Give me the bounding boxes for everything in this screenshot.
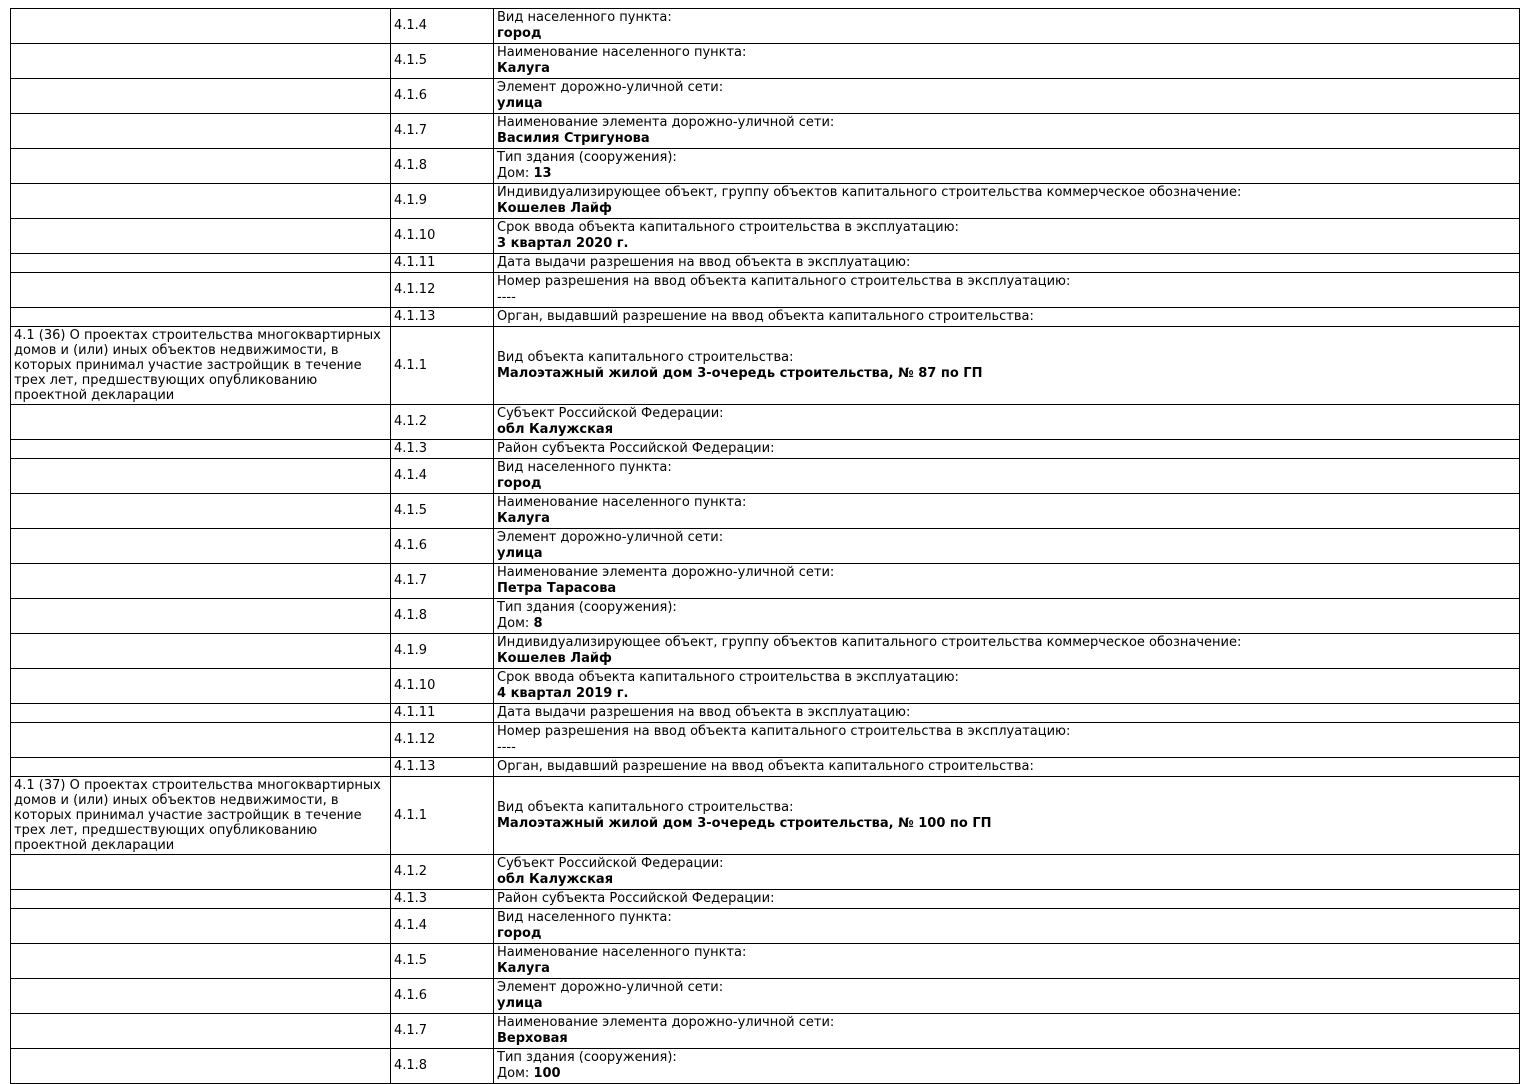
item-content-cell [494,149,1520,184]
field-value-bold: Василия Стригунова [497,131,650,146]
table-row [11,308,1520,327]
item-content-cell [494,564,1520,599]
field-value [497,740,1516,756]
item-number: 4.1.6 [394,88,428,103]
item-number-cell [391,1049,494,1084]
field-label: Индивидуализирующее объект, группу объектов капитального строительства коммерческое обозначение: [497,185,1242,200]
item-number: 4.1.2 [394,864,428,879]
field-label: Индивидуализирующее объект, группу объектов капитального строительства коммерческое обозначение: [497,635,1242,650]
item-number: 4.1.8 [394,158,428,173]
item-number: 4.1.12 [394,732,436,747]
field-value [497,201,1516,217]
item-number-cell [391,529,494,564]
table-row [11,405,1520,440]
field-label: Дата выдачи разрешения на ввод объекта в эксплуатацию: [497,255,911,270]
field-label: Наименование населенного пункта: [497,495,747,510]
table-row [11,79,1520,114]
item-number: 4.1.3 [394,441,428,456]
field-label: Тип здания (сооружения): [497,150,677,165]
field-label: Наименование элемента дорожно-уличной сети: [497,1015,835,1030]
item-number: 4.1.4 [394,918,428,933]
field-label: Вид объекта капитального строительства: [497,349,794,365]
section-cell [11,79,391,114]
item-number: 4.1.3 [394,891,428,906]
item-content-cell [494,79,1520,114]
item-content-cell [494,405,1520,440]
section-cell [11,459,391,494]
item-content-cell [494,529,1520,564]
field-value [497,686,1516,702]
item-content-cell [494,184,1520,219]
field-value-bold: город [497,476,542,491]
section-cell [11,944,391,979]
item-number: 4.1.1 [394,357,428,373]
field-value-bold: Малоэтажный жилой дом 3-очередь строительства, № 100 по ГП [497,815,992,831]
field-value-bold: 3 квартал 2020 г. [497,236,629,251]
field-label: Тип здания (сооружения): [497,600,677,615]
field-value [497,996,1516,1012]
field-label: Срок ввода объекта капитального строительства в эксплуатацию: [497,220,959,235]
item-number: 4.1.13 [394,309,436,324]
section-cell [11,758,391,777]
item-number-cell [391,254,494,273]
field-value-bold: 8 [533,616,543,631]
field-value [497,26,1516,42]
section-cell [11,184,391,219]
field-value-bold: Калуга [497,511,550,526]
section-cell [11,273,391,308]
item-content-cell [494,704,1520,723]
document-page [10,8,1520,1084]
item-content-cell [494,1014,1520,1049]
item-number-cell [391,777,494,855]
section-cell [11,219,391,254]
item-number-cell [391,149,494,184]
section-cell [11,634,391,669]
section-cell [11,723,391,758]
section-cell [11,979,391,1014]
field-value-plain: ---- [497,740,516,755]
table-row [11,855,1520,890]
field-value-bold: улица [497,546,543,561]
item-number-cell [391,855,494,890]
item-content-cell [494,777,1520,855]
item-content-cell [494,979,1520,1014]
field-value-bold: Калуга [497,61,550,76]
item-number-cell [391,944,494,979]
section-cell [11,564,391,599]
item-number-cell [391,79,494,114]
item-number: 4.1.5 [394,53,428,68]
item-content-cell [494,599,1520,634]
field-label: Субъект Российской Федерации: [497,406,724,421]
item-number-cell [391,909,494,944]
field-value-bold: 100 [533,1066,561,1081]
field-value [497,236,1516,252]
table-row [11,890,1520,909]
field-value-bold: Верховая [497,1031,568,1046]
table-row [11,254,1520,273]
section-cell [11,1014,391,1049]
field-value-plain: ---- [497,290,516,305]
table-row [11,114,1520,149]
field-label: Дата выдачи разрешения на ввод объекта в эксплуатацию: [497,705,911,720]
field-label: Орган, выдавший разрешение на ввод объекта капитального строительства: [497,759,1034,774]
table-row [11,723,1520,758]
item-content-cell [494,459,1520,494]
item-content-cell [494,44,1520,79]
item-number-cell [391,219,494,254]
item-content-cell [494,114,1520,149]
section-cell [11,44,391,79]
section-cell [11,909,391,944]
field-value [497,651,1516,667]
field-label: Наименование элемента дорожно-уличной сети: [497,565,835,580]
table-row [11,909,1520,944]
item-number-cell [391,564,494,599]
section-cell [11,704,391,723]
field-value [497,290,1516,306]
item-number-cell [391,599,494,634]
item-content-cell [494,855,1520,890]
table-row [11,440,1520,459]
item-number: 4.1.1 [394,807,428,823]
section-cell [11,114,391,149]
table-row [11,184,1520,219]
field-value-prefix: Дом: [497,1066,534,1081]
item-number: 4.1.5 [394,953,428,968]
field-label: Вид населенного пункта: [497,460,672,475]
section-text: 4.1 (37) О проектах строительства многоквартирных домов и (или) иных объектов недвижимости, в которых принимал участие застройщик в течение трех лет, предшествующих опубликованию проектной декларации [14,778,381,853]
item-number: 4.1.13 [394,759,436,774]
table-row [11,1014,1520,1049]
item-content-cell [494,909,1520,944]
field-value-bold: улица [497,96,543,111]
field-value [497,616,1516,632]
item-number: 4.1.10 [394,228,436,243]
item-number-cell [391,979,494,1014]
table-row [11,529,1520,564]
section-cell [11,855,391,890]
item-number: 4.1.7 [394,123,428,138]
item-number-cell [391,44,494,79]
field-value [497,511,1516,527]
field-value-bold: Малоэтажный жилой дом 3-очередь строительства, № 87 по ГП [497,365,983,381]
field-value [497,166,1516,182]
item-content-cell [494,9,1520,44]
item-content-cell [494,890,1520,909]
item-content-cell [494,1049,1520,1084]
table-row [11,459,1520,494]
item-number-cell [391,405,494,440]
item-number: 4.1.9 [394,643,428,658]
item-number-cell [391,308,494,327]
section-cell [11,308,391,327]
item-number: 4.1.11 [394,705,436,720]
field-label: Элемент дорожно-уличной сети: [497,980,724,995]
item-number: 4.1.6 [394,538,428,553]
item-number: 4.1.11 [394,255,436,270]
item-number: 4.1.8 [394,608,428,623]
section-cell [11,669,391,704]
item-content-cell [494,494,1520,529]
field-value [497,581,1516,597]
item-number: 4.1.4 [394,18,428,33]
item-number-cell [391,273,494,308]
field-label: Номер разрешения на ввод объекта капитального строительства в эксплуатацию: [497,274,1071,289]
table-row [11,944,1520,979]
table-row [11,634,1520,669]
item-number-cell [391,327,494,405]
field-value-bold: обл Калужская [497,422,614,437]
table-row [11,273,1520,308]
table-row [11,564,1520,599]
field-label: Вид населенного пункта: [497,910,672,925]
item-number-cell [391,669,494,704]
item-number-cell [391,184,494,219]
section-cell [11,777,391,855]
item-number: 4.1.7 [394,573,428,588]
item-content-cell [494,440,1520,459]
declaration-table-body [11,9,1520,1084]
section-text: 4.1 (36) О проектах строительства многоквартирных домов и (или) иных объектов недвижимости, в которых принимал участие застройщик в течение трех лет, предшествующих опубликованию проектной декларации [14,328,381,403]
section-cell [11,149,391,184]
field-label: Район субъекта Российской Федерации: [497,441,775,456]
field-value [497,816,1516,832]
item-number-cell [391,9,494,44]
field-value-bold: обл Калужская [497,872,614,887]
field-value [497,872,1516,888]
item-number: 4.1.10 [394,678,436,693]
table-row [11,979,1520,1014]
item-number: 4.1.8 [394,1058,428,1073]
field-label: Район субъекта Российской Федерации: [497,891,775,906]
field-label: Наименование населенного пункта: [497,45,747,60]
field-value [497,926,1516,942]
item-number: 4.1.7 [394,1023,428,1038]
field-value-prefix: Дом: [497,616,534,631]
item-number-cell [391,114,494,149]
table-row [11,599,1520,634]
table-row [11,758,1520,777]
field-label: Срок ввода объекта капитального строительства в эксплуатацию: [497,670,959,685]
field-label: Субъект Российской Федерации: [497,856,724,871]
item-content-cell [494,669,1520,704]
section-cell [11,440,391,459]
field-value [497,366,1516,382]
field-value-bold: Калуга [497,961,550,976]
item-content-cell [494,944,1520,979]
field-label: Элемент дорожно-уличной сети: [497,80,724,95]
item-content-cell [494,327,1520,405]
table-row [11,219,1520,254]
field-value [497,1031,1516,1047]
item-content-cell [494,634,1520,669]
field-label: Орган, выдавший разрешение на ввод объекта капитального строительства: [497,309,1034,324]
section-cell [11,529,391,564]
field-value-bold: улица [497,996,543,1011]
item-number-cell [391,459,494,494]
table-row [11,669,1520,704]
item-number-cell [391,890,494,909]
field-label: Вид населенного пункта: [497,10,672,25]
field-value-bold: 13 [533,166,552,181]
field-value-bold: Петра Тарасова [497,581,617,596]
field-value [497,476,1516,492]
field-value-bold: Кошелев Лайф [497,651,612,666]
field-label: Наименование населенного пункта: [497,945,747,960]
item-number: 4.1.9 [394,193,428,208]
section-cell [11,599,391,634]
section-cell [11,327,391,405]
item-content-cell [494,308,1520,327]
declaration-table [10,8,1520,1084]
item-number-cell [391,1014,494,1049]
field-value-bold: город [497,926,542,941]
item-number: 4.1.6 [394,988,428,1003]
field-label: Тип здания (сооружения): [497,1050,677,1065]
field-value [497,131,1516,147]
item-number-cell [391,634,494,669]
item-content-cell [494,758,1520,777]
item-number-cell [391,440,494,459]
item-number-cell [391,494,494,529]
item-number: 4.1.5 [394,503,428,518]
section-cell [11,890,391,909]
field-value-bold: Кошелев Лайф [497,201,612,216]
item-number-cell [391,723,494,758]
table-row [11,704,1520,723]
field-value [497,546,1516,562]
field-value [497,422,1516,438]
table-row [11,494,1520,529]
section-cell [11,494,391,529]
field-value-prefix: Дом: [497,166,534,181]
section-cell [11,9,391,44]
item-number: 4.1.4 [394,468,428,483]
item-number: 4.1.2 [394,414,428,429]
item-number-cell [391,758,494,777]
item-content-cell [494,273,1520,308]
table-row [11,327,1520,405]
field-value-bold: 4 квартал 2019 г. [497,686,629,701]
item-content-cell [494,254,1520,273]
section-cell [11,254,391,273]
section-cell [11,405,391,440]
table-row [11,9,1520,44]
field-label: Наименование элемента дорожно-уличной сети: [497,115,835,130]
item-content-cell [494,219,1520,254]
table-row [11,149,1520,184]
field-value [497,961,1516,977]
table-row [11,1049,1520,1084]
table-row [11,44,1520,79]
item-content-cell [494,723,1520,758]
field-value [497,61,1516,77]
table-row [11,777,1520,855]
section-cell [11,1049,391,1084]
field-label: Номер разрешения на ввод объекта капитального строительства в эксплуатацию: [497,724,1071,739]
field-value-bold: город [497,26,542,41]
field-label: Элемент дорожно-уличной сети: [497,530,724,545]
item-number: 4.1.12 [394,282,436,297]
field-value [497,96,1516,112]
item-number-cell [391,704,494,723]
field-label: Вид объекта капитального строительства: [497,799,794,815]
